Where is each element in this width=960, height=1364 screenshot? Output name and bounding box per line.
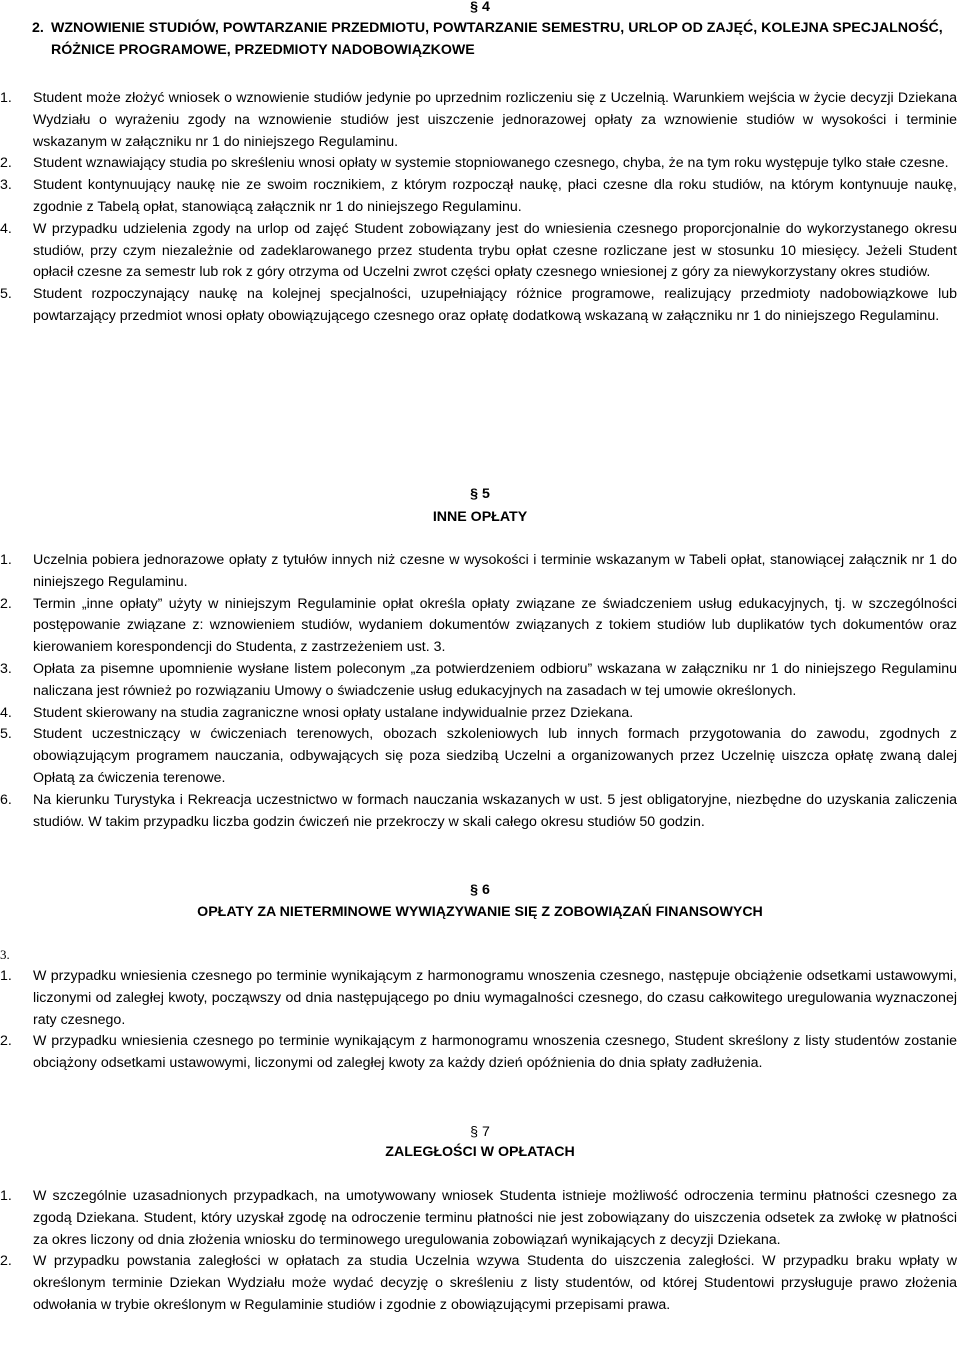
section-5-title: INNE OPŁATY	[432, 509, 528, 525]
list-item: 3. Student kontynuujący naukę nie ze swoim rocznikiem, z którym rozpoczął naukę, płaci czesne dla roku studiów, na którym kontynuuje naukę, zgodnie z Tabelą opłat, stanowiącą załącznik nr 1 do niniejszego Regulaminu.	[0, 177, 957, 215]
list-item: 5. Student rozpoczynający naukę na kolejnej specjalności, uzupełniający różnice programowe, realizujący przedmioty nadobowiązkowe lub powtarzający przedmiot wnosi opłaty obowiązującego czesnego oraz opłatę dodatkową wskazaną w załączniku nr 1 do niniejszego Regulaminu.	[0, 286, 957, 324]
list-item: 1. W przypadku wniesienia czesnego po terminie wynikającym z harmonogramu wnoszenia czesnego, następuje obciążenie odsetkami ustawowymi, liczonymi od zaległej kwoty, począwszy od dnia następującego po dniu wymagalności czesnego, do czasu całkowitego uregulowania wyznaczonej raty czesnego.	[0, 968, 957, 1028]
list-item: 6. Na kierunku Turystyka i Rekreacja uczestnictwo w formach nauczania wskazanych w ust. 5 jest obligatoryjne, niezbędne do uzyskania zaliczenia studiów. W takim przypadku liczba godzin ćwiczeń nie przekroczy w skali całego okresu studiów 50 godzin.	[0, 791, 957, 830]
section-6-number: § 6	[470, 882, 490, 898]
section-7-list	[0, 1186, 960, 1317]
list-item: 2. W przypadku wniesienia czesnego po terminie wynikającym z harmonogramu wnoszenia czesnego, Student skreślony z listy studentów zostanie obciążony odsetkami ustawowymi, liczonymi od zaległej kwoty za każdy dzień opóźnienia do dnia spłaty zadłużenia.	[0, 1033, 957, 1072]
section-4-number: § 4	[470, 0, 490, 15]
list-item: 5. Student uczestniczący w ćwiczeniach terenowych, obozach szkoleniowych lub innych formach przygotowania do zawodu, zgodnych z obowiązującym programem nauczania, odbywających się poza siedzibą Uczelni a organizowanych przez Uczelnię uiszcza opłatę zwaną dalej Opłatą za ćwiczenia terenowe.	[0, 726, 957, 786]
list-item: 2. Student wznawiający studia po skreśleniu wnosi opłaty w systemie stopniowanego czesnego, chyba, że na tym roku występuje tylko stałe czesne.	[0, 155, 949, 172]
section-5-list	[0, 550, 960, 833]
stray-list-number: 3.	[0, 947, 10, 962]
section-6-list	[0, 966, 960, 1075]
section-4-list	[0, 88, 960, 328]
list-item: 3. Opłata za pisemne upomnienie wysłane listem poleconym „za potwierdzeniem odbioru” wskazana w załączniku nr 1 do niniejszego Regulaminu naliczana jest również po rozwiązaniu Umowy o świadczenie usług edukacyjnych na zasadach w tej umowie określonych.	[0, 660, 957, 699]
section-5-number: § 5	[470, 486, 490, 502]
list-item: 1. W szczególnie uzasadnionych przypadkach, na umotywowany wniosek Studenta istnieje możliwość odroczenia terminu płatności czesnego za zgodą Dziekana. Student, który uzyskał zgodę na odroczenie terminu płatności nie jest zobowiązany do uiszczenia odsetek za zwłokę w płatności za okres liczony od dnia złożenia wniosku do terminowego uregulowania zobowiązań wynikających z decyzji Dziekana.	[0, 1188, 957, 1248]
list-item: 1. Uczelnia pobiera jednorazowe opłaty z tytułów innych niż czesne w wysokości i terminie wskazanym w Tabeli opłat, stanowiącej załącznik nr 1 do niniejszego Regulaminu.	[0, 552, 957, 590]
section-7-title: ZALEGŁOŚCI W OPŁATACH	[385, 1144, 575, 1160]
section-4-heading: 2. WZNOWIENIE STUDIÓW, POWTARZANIE PRZEDMIOTU, POWTARZANIE SEMESTRU, URLOP OD ZAJĘĆ, KOLEJNA SPECJALNOŚĆ, RÓŻNICE PROGRAMOWE, PRZEDMIOTY NADOBOWIĄZKOWE	[32, 20, 943, 58]
list-item: 1. Student może złożyć wniosek o wznowienie studiów jedynie po uprzednim rozliczeniu się z Uczelnią. Warunkiem wejścia w życie decyzji Dziekana Wydziału o wyrażeniu zgody na wznowienie studiów jest uiszczenie jednorazowej opłaty za wznowienie studiów w wysokości i terminie wskazanym w załączniku nr 1 do niniejszego Regulaminu.	[0, 90, 957, 150]
list-item: 4. W przypadku udzielenia zgody na urlop od zajęć Student zobowiązany jest do wniesienia czesnego proporcjonalnie do wykorzystanego okresu studiów, przy czym niezależnie od zadeklarowanego przez studenta trybu opłat czesne rozliczane jest w stosunku 10 miesięcy. Jeżeli Student opłacił czesne za semestr lub rok z góry otrzyma od Uczelni zwrot części opłaty czesnego wniesionej z góry za niewykorzystany okres studiów.	[0, 220, 957, 281]
list-item: 2. Termin „inne opłaty” użyty w niniejszym Regulaminie opłat określa opłaty związane ze świadczeniem usług edukacyjnych, tj. w szczególności postępowanie związane z: wznowieniem studiów, wydaniem dokumentów związanych z tokiem studiów lub duplikatów tych dokumentów oraz kierowaniem korespondencji do Studenta, z zastrzeżeniem ust. 3.	[0, 595, 957, 656]
section-6-title: OPŁATY ZA NIETERMINOWE WYWIĄZYWANIE SIĘ Z ZOBOWIĄZAŃ FINANSOWYCH	[197, 904, 763, 920]
list-item: 2. W przypadku powstania zaległości w opłatach za studia Uczelnia wzywa Studenta do uiszczenia zaległości. W przypadku braku wpłaty w określonym terminie Dziekan Wydziału może wydać decyzję o skreśleniu z listy studentów, od której Studentowi przysługuje prawo złożenia odwołania w trybie określonym w Regulaminie studiów i zgodnie z obowiązującymi przepisami prawa.	[0, 1253, 957, 1313]
list-item: 4. Student skierowany na studia zagraniczne wnosi opłaty ustalane indywidualnie przez Dziekana.	[0, 704, 634, 721]
section-7-number: § 7	[470, 1124, 490, 1140]
